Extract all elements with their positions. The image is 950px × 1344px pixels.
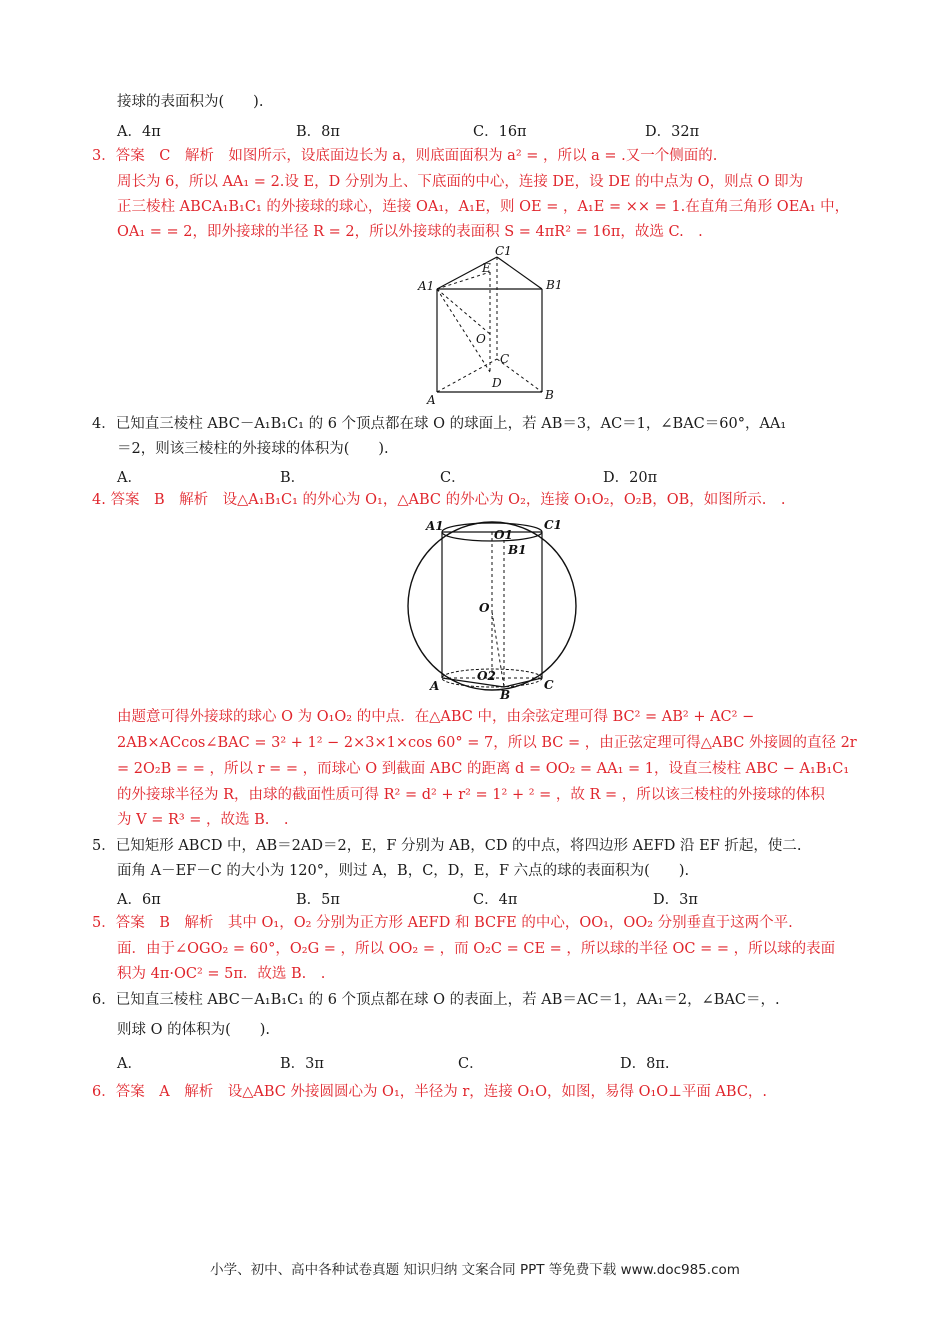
q2-option-d: D．32π	[645, 124, 700, 140]
question-5-line-1: 5．已知矩形 ABCD 中，AB＝2AD＝2，E，F 分别为 AB，CD 的中点，将四边形 AEFD 沿 EF 折起，使二.	[92, 838, 802, 854]
sphere-figure	[400, 512, 590, 702]
footer-promo: 小学、初中、高中各种试卷真题 知识归纳 文案合同 PPT 等免费下载 www.doc985.com	[210, 1262, 740, 1278]
fig1-label-o: O	[476, 332, 486, 346]
fig2-label-a1: A1	[426, 519, 444, 533]
answer-3-line-1: 3．答案 C 解析 如图所示，设底面边长为 a，则底面面积为 a² = ，所以 a = .又一个侧面的.	[92, 148, 718, 164]
fig2-label-b1: B1	[508, 543, 527, 557]
q6-option-d: D．8π.	[620, 1056, 670, 1072]
question-4-line-1: 4．已知直三棱柱 ABC－A₁B₁C₁ 的 6 个顶点都在球 O 的球面上，若 AB＝3，AC＝1，∠BAC＝60°，AA₁	[92, 416, 787, 432]
answer-4-line-1: 由题意可得外接球的球心 O 为 O₁O₂ 的中点．在△ABC 中，由余弦定理可得 BC² = AB² + AC² −	[117, 709, 755, 725]
fig2-label-c1: C1	[544, 518, 562, 532]
answer-3-line-4: OA₁ = = 2，即外接球的半径 R = 2，所以外接球的表面积 S = 4πR² = 16π，故选 C. .	[117, 224, 703, 240]
answer-4-line-4: 的外接球半径为 R，由球的截面性质可得 R² = d² + r² = 1² + ² = ，故 R = ，所以该三棱柱的外接球的体积	[117, 787, 825, 803]
fig2-label-o1: O1	[494, 528, 513, 542]
q5-option-b: B．5π	[296, 892, 340, 908]
answer-3-line-3: 正三棱柱 ABCA₁B₁C₁ 的外接球的球心，连接 OA₁，A₁E，则 OE = ，A₁E = ×× = 1.在直角三角形 OEA₁ 中，	[117, 199, 850, 215]
fig2-label-o: O	[479, 601, 490, 615]
q5-option-d: D．3π	[653, 892, 698, 908]
prism-figure	[412, 244, 572, 408]
fig1-label-b: B	[545, 388, 554, 402]
answer-4-line-5: 为 V = R³ = ，故选 B. .	[117, 812, 289, 828]
q6-option-b: B．3π	[280, 1056, 324, 1072]
q6-option-a: A．	[117, 1056, 142, 1072]
q4-option-d: D．20π	[603, 470, 658, 486]
fig1-label-b1: B1	[546, 278, 563, 292]
segment-o-a1	[437, 289, 490, 334]
fig2-label-a: A	[430, 679, 440, 693]
q6-option-c: C．	[458, 1056, 484, 1072]
question-4-line-2: ＝2，则该三棱柱的外接球的体积为( ).	[117, 441, 389, 457]
answer-5-line-3: 积为 4π·OC² = 5π．故选 B. .	[117, 966, 326, 982]
q4-option-b: B．	[280, 470, 306, 486]
q4-option-c: C．	[440, 470, 466, 486]
question-5-line-2: 面角 A－EF－C 的大小为 120°，则过 A，B，C，D，E，F 六点的球的表面积为( ).	[117, 863, 690, 879]
q2-tail: 接球的表面积为( ).	[117, 94, 264, 110]
question-6-line-2: 则球 O 的体积为( ).	[117, 1022, 271, 1038]
fig1-label-c1: C1	[495, 244, 512, 258]
q2-option-a: A．4π	[117, 124, 161, 140]
q4-option-a: A．	[117, 470, 142, 486]
fig2-label-c: C	[544, 678, 554, 692]
fig1-label-d: D	[492, 376, 502, 390]
q2-option-c: C．16π	[473, 124, 527, 140]
answer-4-head: 4. 答案 B 解析 设△A₁B₁C₁ 的外心为 O₁，△ABC 的外心为 O₂，连接 O₁O₂，O₂B，OB，如图所示. .	[92, 492, 786, 508]
fig1-label-c: C	[500, 352, 510, 366]
fig1-label-a1: A1	[418, 279, 435, 293]
q5-option-c: C．4π	[473, 892, 518, 908]
fig1-label-e: E	[482, 261, 491, 275]
answer-3-line-2: 周长为 6，所以 AA₁ = 2.设 E，D 分别为上、下底面的中心，连接 DE，设 DE 的中点为 O，则点 O 即为	[117, 174, 804, 190]
fig2-label-b: B	[500, 688, 511, 702]
edge-c1-b1	[497, 257, 542, 289]
answer-6: 6．答案 A 解析 设△ABC 外接圆圆心为 O₁，半径为 r，连接 O₁O，如图，易得 O₁O⊥平面 ABC，.	[92, 1084, 768, 1100]
question-6-line-1: 6．已知直三棱柱 ABC－A₁B₁C₁ 的 6 个顶点都在球 O 的表面上，若 AB＝AC＝1，AA₁＝2，∠BAC＝，.	[92, 992, 780, 1008]
fig2-label-o2: O2	[477, 669, 496, 683]
answer-5-line-1: 5．答案 B 解析 其中 O₁，O₂ 分别为正方形 AEFD 和 BCFE 的中心，OO₁，OO₂ 分别垂直于这两个平.	[92, 915, 793, 931]
edge-a-c	[437, 359, 497, 392]
answer-5-line-2: 面．由于∠OGO₂ = 60°，O₂G = ，所以 OO₂ = ，而 O₂C = CE = ，所以球的半径 OC = = ，所以球的表面	[117, 941, 836, 957]
q2-option-b: B．8π	[296, 124, 340, 140]
answer-4-line-3: = 2O₂B = = ，所以 r = = ，而球心 O 到截面 ABC 的距离 d = OO₂ = AA₁ = 1，设直三棱柱 ABC − A₁B₁C₁	[117, 761, 850, 777]
answer-4-line-2: 2AB×ACcos∠BAC = 3² + 1² − 2×3×1×cos 60° = 7，所以 BC = ，由正弦定理可得△ABC 外接圆的直径 2r	[117, 735, 857, 751]
segment-a1-d	[437, 289, 490, 372]
q5-option-a: A．6π	[117, 892, 161, 908]
fig1-label-a: A	[427, 393, 436, 407]
